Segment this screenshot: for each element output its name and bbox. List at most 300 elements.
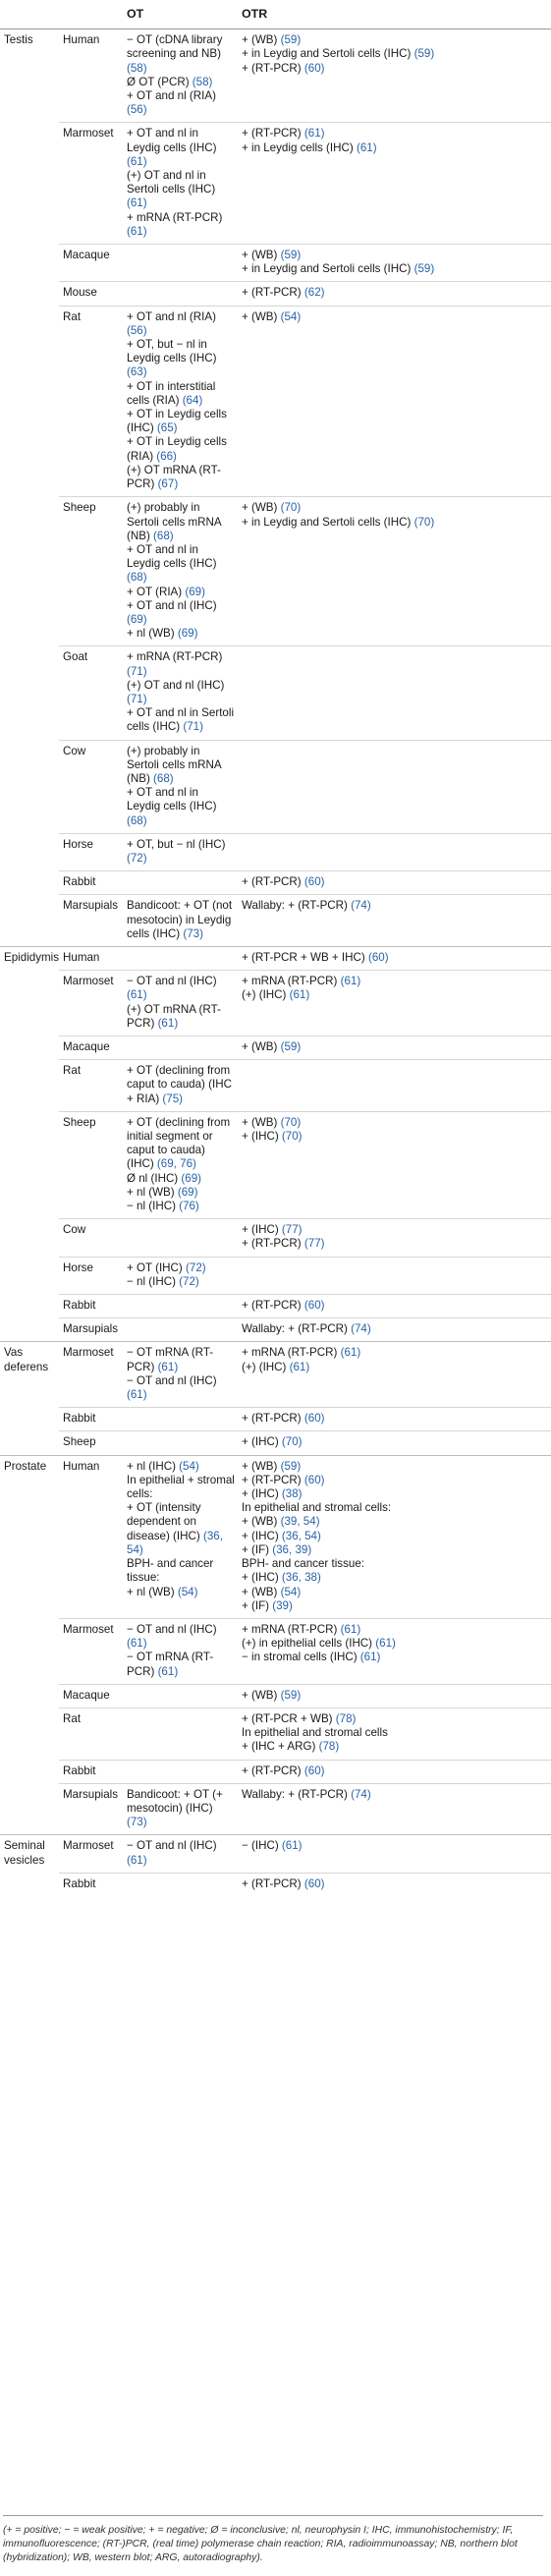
citation-ref[interactable]: (61) — [154, 1016, 179, 1030]
otr-finding — [238, 971, 551, 1036]
species-label: Rat — [59, 306, 123, 497]
otr-finding — [238, 1036, 551, 1060]
species-label: Cow — [59, 1219, 123, 1257]
otr-finding-entry: + (IHC) (70) — [242, 1435, 303, 1449]
species-label: Horse — [59, 1257, 123, 1294]
otr-finding-entry: + (RT-PCR + WB) (78) — [242, 1711, 357, 1725]
citation-ref[interactable]: (70) — [278, 1130, 303, 1144]
citation-ref[interactable]: (68) — [149, 771, 174, 785]
citation-ref[interactable]: (78) — [332, 1711, 357, 1725]
citation-ref[interactable]: (61) — [154, 1664, 179, 1678]
ot-finding-entry: In epithelial + stromal cells: — [127, 1473, 235, 1501]
ot-finding-entry: + OT and nl in Leydig cells (IHC) (61) — [127, 127, 217, 168]
table-header — [0, 0, 551, 29]
table-row — [0, 1684, 551, 1708]
ot-finding — [123, 29, 238, 123]
citation-ref[interactable]: (70) — [411, 515, 435, 529]
ot-finding — [123, 123, 238, 245]
ot-finding-entry: − OT and nl (IHC) (61) — [127, 1622, 217, 1651]
citation-ref[interactable]: (71) — [127, 692, 147, 705]
citation-ref[interactable]: (61) — [127, 988, 147, 1002]
otr-finding-entry: (+) (IHC) (61) — [242, 1360, 310, 1373]
organ-label: Vas deferens — [0, 1342, 59, 1455]
citation-ref[interactable]: (61) — [127, 196, 147, 210]
table-row — [0, 1111, 551, 1218]
citation-ref[interactable]: (71) — [127, 664, 147, 678]
otr-finding — [238, 29, 551, 123]
ot-finding — [123, 871, 238, 895]
citation-ref[interactable]: (61) — [127, 154, 147, 168]
ot-finding-entry: − OT (cDNA library screening and NB) (58) — [127, 33, 223, 75]
table-row — [0, 1760, 551, 1783]
species-label: Rabbit — [59, 1295, 123, 1318]
ot-finding — [123, 1684, 238, 1708]
citation-ref[interactable]: (61) — [127, 224, 147, 238]
table-row — [0, 1219, 551, 1257]
otr-finding — [238, 833, 551, 870]
citation-ref[interactable]: (67) — [154, 477, 179, 491]
ot-finding — [123, 1431, 238, 1455]
table-row — [0, 1835, 551, 1873]
ot-finding — [123, 1408, 238, 1431]
citation-ref[interactable]: (72) — [182, 1260, 206, 1274]
otr-finding-entry: (+) in epithelial cells (IHC) (61) — [242, 1637, 396, 1651]
citation-ref[interactable]: (54) — [277, 1585, 302, 1598]
ot-finding-entry: − OT mRNA (RT-PCR) (61) — [127, 1651, 214, 1678]
table-row — [0, 29, 551, 123]
citation-ref[interactable]: (65) — [153, 421, 178, 435]
otr-finding-entry: + (IHC) (70) — [242, 1130, 303, 1144]
otr-finding-entry: BPH- and cancer tissue: — [242, 1557, 365, 1571]
citation-ref[interactable]: (61) — [127, 1637, 147, 1651]
citation-ref[interactable]: (61) — [353, 140, 377, 154]
citation-ref[interactable]: (72) — [175, 1274, 199, 1288]
ot-finding — [123, 306, 238, 497]
otr-finding — [238, 1431, 551, 1455]
ot-finding — [123, 1618, 238, 1684]
ot-finding-entry: (+) OT and nl in Sertoli cells (IHC) (61) — [127, 169, 216, 210]
otr-finding-entry: + (RT-PCR) (62) — [242, 286, 325, 300]
otr-finding-entry: + in Leydig cells (IHC) (61) — [242, 140, 377, 154]
otr-finding-entry: Wallaby: + (RT-PCR) (74) — [242, 1787, 371, 1801]
citation-ref[interactable]: (75) — [159, 1092, 184, 1105]
citation-ref[interactable]: (56) — [127, 103, 147, 117]
citation-ref[interactable]: (78) — [315, 1740, 340, 1754]
otr-finding — [238, 1342, 551, 1408]
citation-ref[interactable]: (61) — [286, 1360, 310, 1373]
citation-ref[interactable]: (59) — [411, 262, 435, 276]
species-label: Rabbit — [59, 871, 123, 895]
citation-ref[interactable]: (61) — [357, 1651, 381, 1664]
citation-ref[interactable]: (61) — [127, 1388, 147, 1402]
species-label: Sheep — [59, 497, 123, 646]
otr-finding-entry: + (WB) (59) — [242, 1459, 302, 1473]
citation-ref[interactable]: (64) — [179, 393, 203, 407]
citation-ref[interactable]: (73) — [180, 926, 203, 940]
ot-finding-entry: (+) probably in Sertoli cells mRNA (NB) (68) — [127, 744, 221, 785]
otr-finding-entry: + (WB) (70) — [242, 1115, 302, 1129]
citation-ref[interactable]: (68) — [149, 529, 174, 542]
otr-finding — [238, 1835, 551, 1873]
citation-ref[interactable]: (70) — [277, 1115, 302, 1129]
otr-finding-entry: + (RT-PCR) (60) — [242, 1299, 325, 1313]
ot-finding — [123, 1060, 238, 1112]
citation-ref[interactable]: (39) — [269, 1598, 293, 1612]
species-label: Marmoset — [59, 123, 123, 245]
citation-ref[interactable]: (39, 54) — [277, 1515, 320, 1529]
citation-ref[interactable]: (66) — [153, 449, 177, 463]
otr-finding-entry: In epithelial and stromal cells — [242, 1726, 388, 1740]
species-label: Macaque — [59, 245, 123, 282]
ot-finding-entry: + OT (RIA) (69) — [127, 585, 205, 598]
ot-finding — [123, 1342, 238, 1408]
ot-finding-entry: (+) probably in Sertoli cells mRNA (NB) (68) — [127, 501, 221, 542]
ot-finding-entry: + OT (intensity dependent on disease) (IHC) (36, 54) — [127, 1501, 223, 1556]
table-row — [0, 1873, 551, 1896]
otr-finding-entry: + (WB) (54) — [242, 1585, 302, 1598]
ot-finding — [123, 895, 238, 947]
citation-ref[interactable]: (36, 54) — [127, 1529, 223, 1556]
table-row — [0, 740, 551, 833]
table-row — [0, 1618, 551, 1684]
citation-ref[interactable]: (59) — [277, 1040, 302, 1053]
ot-finding — [123, 1295, 238, 1318]
citation-ref[interactable]: (62) — [301, 286, 325, 300]
ot-finding-entry: + nl (WB) (69) — [127, 1185, 198, 1199]
ot-finding — [123, 1783, 238, 1835]
ot-finding-entry: + OT (declining from caput to cauda) (IHC + RIA) (75) — [127, 1064, 232, 1105]
otr-finding-entry: + in Leydig and Sertoli cells (IHC) (59) — [242, 47, 435, 61]
citation-ref[interactable]: (77) — [278, 1223, 303, 1237]
table-row — [0, 1257, 551, 1294]
otr-finding-entry: Wallaby: + (RT-PCR) (74) — [242, 899, 371, 913]
otr-finding-entry: + (IF) (36, 39) — [242, 1542, 312, 1556]
table-row — [0, 1455, 551, 1618]
ot-finding-entry: + mRNA (RT-PCR) (61) — [127, 210, 223, 238]
ot-finding — [123, 1835, 238, 1873]
citation-ref[interactable]: (74) — [347, 1322, 371, 1336]
otr-finding — [238, 1760, 551, 1783]
ot-finding — [123, 1318, 238, 1342]
ot-finding-entry: + OT in Leydig cells (IHC) (65) — [127, 408, 227, 435]
ot-finding-entry: − nl (IHC) (72) — [127, 1274, 199, 1288]
ot-finding-entry: Bandicoot: + OT (+ mesotocin) (IHC) (73) — [127, 1787, 223, 1829]
table-row — [0, 306, 551, 497]
citation-ref[interactable]: (60) — [301, 875, 325, 889]
table-row — [0, 1295, 551, 1318]
table-row — [0, 1342, 551, 1408]
ot-finding-entry: (+) OT and nl (IHC) (71) — [127, 678, 225, 705]
ot-finding — [123, 646, 238, 740]
species-label: Marmoset — [59, 1618, 123, 1684]
table-row — [0, 971, 551, 1036]
species-label: Horse — [59, 833, 123, 870]
citation-ref[interactable]: (61) — [337, 1346, 361, 1360]
citation-ref[interactable]: (69) — [174, 627, 198, 641]
table-row — [0, 1708, 551, 1760]
table-row — [0, 1783, 551, 1835]
ot-column-header: OT — [123, 0, 238, 29]
citation-ref[interactable]: (69) — [178, 1171, 202, 1185]
citation-ref[interactable]: (69, 76) — [153, 1157, 196, 1171]
otr-finding — [238, 1257, 551, 1294]
citation-ref[interactable]: (77) — [301, 1237, 325, 1251]
citation-ref[interactable]: (69) — [174, 1185, 198, 1199]
otr-finding-entry: − (IHC) (61) — [242, 1839, 303, 1853]
otr-finding-entry: + (RT-PCR) (60) — [242, 1412, 325, 1426]
ot-finding — [123, 1111, 238, 1218]
otr-finding-entry: + in Leydig and Sertoli cells (IHC) (70) — [242, 515, 435, 529]
ot-finding-entry: + OT and nl in Sertoli cells (IHC) (71) — [127, 706, 235, 734]
otr-finding-entry: + (IHC) (36, 38) — [242, 1571, 321, 1585]
otr-finding-entry: + (WB) (70) — [242, 501, 302, 515]
citation-ref[interactable]: (60) — [364, 950, 389, 964]
ot-finding — [123, 971, 238, 1036]
ot-finding — [123, 1760, 238, 1783]
citation-ref[interactable]: (54) — [175, 1459, 199, 1473]
otr-finding-entry: + (RT-PCR) (60) — [242, 1876, 325, 1890]
organ-label: Epididymis — [0, 946, 59, 1341]
ot-finding-entry: + nl (IHC) (54) — [127, 1459, 199, 1473]
citation-ref[interactable]: (60) — [301, 1473, 325, 1486]
ot-finding — [123, 1708, 238, 1760]
otr-finding-entry: + (IHC + ARG) (78) — [242, 1740, 340, 1754]
citation-ref[interactable]: (70) — [277, 501, 302, 515]
otr-finding-entry: + (RT-PCR) (77) — [242, 1237, 325, 1251]
organ-column-header — [0, 0, 59, 29]
citation-ref[interactable]: (59) — [277, 33, 302, 47]
otr-finding — [238, 245, 551, 282]
otr-finding-entry: + (RT-PCR) (60) — [242, 1764, 325, 1777]
ot-finding-entry: − OT and nl (IHC) (61) — [127, 1839, 217, 1867]
citation-ref[interactable]: (69) — [182, 585, 205, 598]
citation-ref[interactable]: (60) — [301, 1299, 325, 1313]
otr-finding — [238, 306, 551, 497]
table-row — [0, 871, 551, 895]
otr-finding-entry: + (WB) (59) — [242, 1688, 302, 1702]
otr-finding-entry: + (WB) (59) — [242, 1040, 302, 1053]
ot-finding-entry: (+) OT mRNA (RT-PCR) (61) — [127, 1002, 221, 1030]
otr-finding-entry: (+) (IHC) (61) — [242, 988, 310, 1002]
ot-finding-entry: + OT, but − nl in Leydig cells (IHC) (63) — [127, 338, 217, 379]
ot-finding — [123, 1873, 238, 1896]
ot-finding-entry: + OT and nl (RIA) (56) — [127, 309, 216, 337]
species-label: Cow — [59, 740, 123, 833]
citation-ref[interactable]: (61) — [278, 1839, 303, 1853]
citation-ref[interactable]: (73) — [127, 1816, 147, 1829]
otr-finding — [238, 1455, 551, 1618]
citation-ref[interactable]: (74) — [347, 899, 371, 913]
species-label: Marmoset — [59, 971, 123, 1036]
otr-finding — [238, 1408, 551, 1431]
otr-finding-entry: + (RT-PCR) (61) — [242, 127, 325, 140]
otr-finding-entry: − in stromal cells (IHC) (61) — [242, 1651, 381, 1664]
citation-ref[interactable]: (70) — [278, 1435, 303, 1449]
table-footnote: (+ = positive; − = weak positive; + = negative; Ø = inconclusive; nl, neurophysin I; IHC, immunohistochemistry; IF, immunofluorescence; (RT-)PCR, (real time) polymerase chain reaction; RIA, radioimmunoassay; NB, northern blot (hybridization); WB, western blot; ARG, autoradiography). — [3, 2515, 543, 2565]
table-row — [0, 1318, 551, 1342]
citation-ref[interactable]: (54) — [277, 309, 302, 323]
species-label: Rabbit — [59, 1760, 123, 1783]
citation-ref[interactable]: (58) — [189, 75, 213, 88]
ot-finding-entry: − OT mRNA (RT-PCR) (61) — [127, 1346, 214, 1373]
species-label: Macaque — [59, 1684, 123, 1708]
ot-finding-entry: Ø nl (IHC) (69) — [127, 1171, 202, 1185]
ot-finding — [123, 1036, 238, 1060]
citation-ref[interactable]: (61) — [337, 975, 361, 988]
citation-ref[interactable]: (72) — [127, 851, 147, 865]
ot-finding — [123, 497, 238, 646]
otr-finding — [238, 1783, 551, 1835]
otr-finding — [238, 871, 551, 895]
species-label: Human — [59, 1455, 123, 1618]
species-label: Rabbit — [59, 1408, 123, 1431]
ot-finding-entry: + OT in Leydig cells (RIA) (66) — [127, 435, 227, 463]
ot-finding-entry: (+) OT mRNA (RT-PCR) (67) — [127, 463, 221, 491]
citation-ref[interactable]: (59) — [411, 47, 435, 61]
table-row — [0, 895, 551, 947]
citation-ref[interactable]: (61) — [337, 1622, 361, 1636]
species-label: Goat — [59, 646, 123, 740]
ot-finding-entry: Ø OT (PCR) (58) — [127, 75, 213, 88]
citation-ref[interactable]: (36, 38) — [278, 1571, 321, 1585]
ot-finding-entry: + mRNA (RT-PCR) (71) — [127, 650, 223, 678]
citation-ref[interactable]: (68) — [127, 571, 147, 585]
ot-finding-entry: Bandicoot: + OT (not mesotocin) in Leydig cells (IHC) (73) — [127, 899, 233, 940]
table-row — [0, 1431, 551, 1455]
ot-finding-entry: + OT (IHC) (72) — [127, 1260, 206, 1274]
citation-ref[interactable]: (61) — [154, 1360, 179, 1373]
table-row — [0, 1060, 551, 1112]
citation-ref[interactable]: (60) — [301, 1412, 325, 1426]
citation-ref[interactable]: (74) — [347, 1787, 371, 1801]
otr-finding-entry: Wallaby: + (RT-PCR) (74) — [242, 1322, 371, 1336]
otr-finding-entry: + (IHC) (38) — [242, 1487, 303, 1501]
species-label: Rat — [59, 1708, 123, 1760]
otr-finding-entry: + mRNA (RT-PCR) (61) — [242, 1346, 361, 1360]
ot-finding-entry: + OT, but − nl (IHC) (72) — [127, 837, 226, 865]
otr-finding — [238, 946, 551, 970]
ot-finding-entry: − OT and nl (IHC) (61) — [127, 1373, 217, 1402]
citation-ref[interactable]: (58) — [127, 61, 147, 75]
species-label: Rat — [59, 1060, 123, 1112]
table-row — [0, 1408, 551, 1431]
ot-finding — [123, 1257, 238, 1294]
otr-finding-entry: + in Leydig and Sertoli cells (IHC) (59) — [242, 262, 435, 276]
citation-ref[interactable]: (60) — [301, 1764, 325, 1777]
otr-finding-entry: + (WB) (54) — [242, 309, 302, 323]
table-row — [0, 833, 551, 870]
otr-finding — [238, 1684, 551, 1708]
citation-ref[interactable]: (63) — [127, 365, 147, 379]
organ-label: Testis — [0, 29, 59, 947]
otr-finding — [238, 1873, 551, 1896]
species-label: Sheep — [59, 1431, 123, 1455]
otr-finding-entry: + mRNA (RT-PCR) (61) — [242, 1622, 361, 1636]
table-row — [0, 946, 551, 970]
citation-ref[interactable]: (36, 54) — [278, 1529, 321, 1542]
otr-finding — [238, 123, 551, 245]
ot-finding — [123, 282, 238, 306]
otr-finding-entry: + (IHC) (77) — [242, 1223, 303, 1237]
citation-ref[interactable]: (61) — [301, 127, 325, 140]
otr-finding-entry: + (RT-PCR + WB + IHC) (60) — [242, 950, 389, 964]
citation-ref[interactable]: (60) — [301, 1876, 325, 1890]
otr-finding — [238, 740, 551, 833]
citation-ref[interactable]: (38) — [278, 1487, 303, 1501]
ot-finding-entry: − OT and nl (IHC) (61) — [127, 975, 217, 1002]
citation-ref[interactable]: (36, 39) — [269, 1542, 312, 1556]
citation-ref[interactable]: (76) — [175, 1200, 199, 1213]
citation-ref[interactable]: (68) — [127, 813, 147, 827]
ot-finding — [123, 833, 238, 870]
ot-finding — [123, 740, 238, 833]
otr-finding-entry: + (RT-PCR) (60) — [242, 1473, 325, 1486]
otr-finding — [238, 1219, 551, 1257]
species-label: Human — [59, 29, 123, 123]
species-label: Mouse — [59, 282, 123, 306]
citation-ref[interactable]: (59) — [277, 249, 302, 262]
ot-finding-entry: + OT in interstitial cells (RIA) (64) — [127, 379, 216, 407]
species-label: Human — [59, 946, 123, 970]
otr-column-header: OTR — [238, 0, 551, 29]
otr-finding — [238, 1618, 551, 1684]
citation-ref[interactable]: (61) — [127, 1853, 147, 1867]
table-body — [0, 29, 551, 1896]
ot-finding — [123, 245, 238, 282]
table-row — [0, 123, 551, 245]
otr-finding-entry: + (RT-PCR) (60) — [242, 61, 325, 75]
otr-finding-entry: + (IHC) (36, 54) — [242, 1529, 321, 1542]
ot-finding-entry: + OT and nl in Leydig cells (IHC) (68) — [127, 542, 217, 585]
otr-finding-entry: + (WB) (59) — [242, 249, 302, 262]
ot-finding-entry: + OT and nl in Leydig cells (IHC) (68) — [127, 786, 217, 827]
otr-finding — [238, 646, 551, 740]
species-label: Marsupials — [59, 895, 123, 947]
table-row — [0, 282, 551, 306]
ot-finding-entry: − nl (IHC) (76) — [127, 1200, 199, 1213]
table-row — [0, 646, 551, 740]
species-label: Marmoset — [59, 1342, 123, 1408]
citation-ref[interactable]: (56) — [127, 323, 147, 337]
organ-label: Seminal vesicles — [0, 1835, 59, 1896]
otr-finding — [238, 1060, 551, 1112]
table-row — [0, 1036, 551, 1060]
citation-ref[interactable]: (61) — [286, 988, 310, 1002]
citation-ref[interactable]: (71) — [180, 720, 203, 734]
otr-finding-entry: + (WB) (59) — [242, 33, 302, 47]
species-label: Sheep — [59, 1111, 123, 1218]
citation-ref[interactable]: (60) — [301, 61, 325, 75]
species-label: Rabbit — [59, 1873, 123, 1896]
species-label: Macaque — [59, 1036, 123, 1060]
otr-finding-entry: In epithelial and stromal cells: — [242, 1501, 392, 1515]
species-label: Marmoset — [59, 1835, 123, 1873]
citation-ref[interactable]: (59) — [277, 1459, 302, 1473]
ot-finding-entry: BPH- and cancer tissue: — [127, 1557, 214, 1585]
otr-finding — [238, 1111, 551, 1218]
otr-finding — [238, 497, 551, 646]
citation-ref[interactable]: (59) — [277, 1688, 302, 1702]
organ-label: Prostate — [0, 1455, 59, 1835]
citation-ref[interactable]: (61) — [372, 1637, 396, 1651]
ot-finding-entry: + nl (WB) (69) — [127, 627, 198, 641]
otr-finding-entry: + mRNA (RT-PCR) (61) — [242, 975, 361, 988]
otr-finding — [238, 1708, 551, 1760]
species-label: Marsupials — [59, 1783, 123, 1835]
ot-finding-entry: + nl (WB) (54) — [127, 1585, 198, 1598]
citation-ref[interactable]: (54) — [174, 1585, 198, 1598]
citation-ref[interactable]: (69) — [127, 612, 147, 626]
